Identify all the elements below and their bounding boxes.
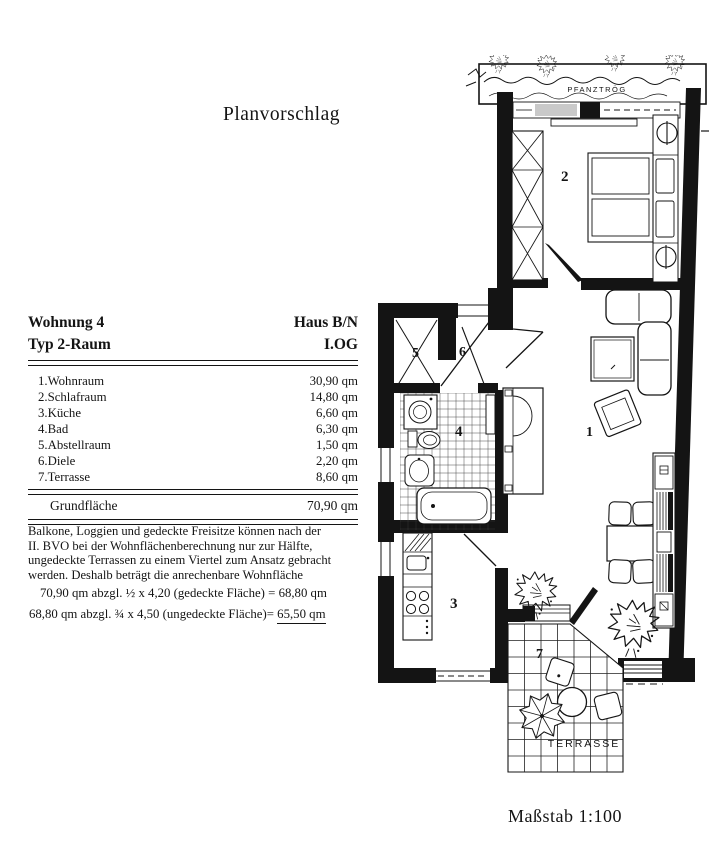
terrace — [508, 572, 623, 772]
sideboard — [653, 453, 675, 628]
terrace-table — [558, 688, 587, 717]
hall-cupboard — [503, 388, 543, 494]
sofa — [606, 290, 671, 324]
room-label-7: 7 — [536, 647, 543, 662]
armchair — [594, 389, 642, 437]
row-label: 7.Terrasse — [38, 470, 91, 484]
calculation-line-1 — [40, 586, 327, 601]
terrace-chair — [593, 691, 622, 720]
terrace-wall-stub — [508, 609, 525, 622]
outer-wall-left — [378, 303, 394, 683]
kitchen-sink — [407, 556, 426, 570]
calc1-result: 68,80 qm — [278, 586, 327, 600]
bathroom — [400, 393, 495, 530]
table-row — [28, 437, 358, 453]
row-label: 6.Diele — [38, 454, 76, 468]
table-header-row-2 — [28, 334, 358, 356]
bath-top-wall — [392, 383, 440, 393]
scale-label: Maßstab 1:100 — [508, 806, 622, 826]
terrace-label: TERRASSE — [547, 738, 621, 750]
room-label-3: 3 — [450, 596, 458, 612]
house-label: Haus B/N — [293, 314, 358, 331]
dining-chair — [608, 559, 631, 583]
bedroom — [512, 115, 678, 282]
storage-divider-wall — [438, 305, 456, 360]
kitchen-door-leaf — [464, 534, 496, 566]
row-value: 2,20 qm — [316, 454, 358, 468]
mattress — [592, 199, 649, 236]
row-value: 30,90 qm — [309, 374, 358, 388]
note-line: werden. Deshalb beträgt die anrechenbare Wohnfläche — [28, 568, 303, 583]
apartment-label: Wohnung 4 — [28, 314, 105, 331]
toilet-tank — [408, 431, 417, 447]
wall-stub — [488, 288, 513, 330]
bedroom-left-wall — [497, 92, 513, 288]
bath-door-leaf — [486, 395, 495, 434]
bedroom-door-leaf — [545, 243, 583, 282]
area-table — [28, 312, 358, 525]
room-label-4: 4 — [455, 424, 463, 440]
page-title: Planvorschlag — [223, 104, 340, 125]
table-row — [28, 389, 358, 405]
table-row — [28, 469, 358, 485]
table-header-row-1 — [28, 312, 358, 334]
room-label-1: 1 — [586, 425, 593, 440]
dining-chair — [609, 502, 632, 526]
row-label: 1.Wohnraum — [38, 374, 105, 388]
total-value: 70,90 qm — [306, 498, 358, 513]
header-rule — [28, 360, 358, 366]
table-row — [28, 373, 358, 389]
row-value: 6,30 qm — [316, 422, 358, 436]
kitchen-counter — [403, 533, 432, 640]
curtain-pelmet — [551, 119, 637, 126]
row-label: 2.Schlafraum — [38, 390, 107, 404]
wardrobe — [512, 131, 543, 280]
kitchen — [403, 533, 496, 640]
room-label-6: 6 — [459, 345, 466, 360]
floor-label: I.OG — [323, 336, 358, 353]
dining-table — [607, 526, 658, 561]
table-row — [28, 453, 358, 469]
total-label: Grundfläche — [50, 498, 118, 513]
row-value: 6,60 qm — [316, 406, 358, 420]
note-line: Balkone, Loggien und gedeckte Freisitze können nach der — [28, 524, 322, 538]
row-label: 5.Abstellraum — [38, 438, 111, 452]
row-label: 3.Küche — [38, 406, 81, 420]
kitchen-right-wall — [495, 568, 508, 683]
row-value: 14,80 qm — [309, 390, 358, 404]
total-row — [28, 495, 358, 515]
note-line: ungedeckte Terrassen zu einem Viertel zum Ansatz gebracht — [28, 553, 332, 568]
row-label: 4.Bad — [38, 422, 69, 436]
row-value: 1,50 qm — [316, 438, 358, 452]
regulation-note — [28, 524, 368, 583]
mattress — [592, 158, 649, 194]
pillow — [656, 201, 674, 237]
living-room — [503, 290, 675, 628]
dining-chair — [632, 559, 655, 583]
sofa — [638, 322, 671, 395]
terrace-door-leaf — [569, 587, 598, 625]
table-rows — [28, 373, 358, 485]
floor-plan — [375, 55, 710, 795]
calc1-text: 70,90 qm abzgl. ½ x 4,20 (gedeckte Fläche) = — [40, 586, 279, 600]
room-label-2: 2 — [561, 169, 569, 185]
type-label: Typ 2-Raum — [28, 336, 111, 353]
planter-label: PFANZTRÖG — [567, 85, 627, 94]
calculation-line-2 — [29, 607, 326, 622]
note-line: II. BVO bei der Wohnflächenberechnung nur zur Hälfte, — [28, 538, 313, 553]
plant-icon — [608, 600, 659, 658]
calc2-result: 65,50 qm — [277, 607, 325, 624]
pillow — [656, 159, 674, 193]
table-row — [28, 421, 358, 437]
dining-chair — [633, 502, 656, 526]
hall-door-swing — [506, 332, 543, 368]
calc2-text: 68,80 qm abzgl. ¾ x 4,50 (ungedeckte Fläche)= — [29, 607, 278, 621]
table-row — [28, 405, 358, 421]
room-label-5: 5 — [412, 346, 419, 361]
hall-door-leaf — [513, 329, 543, 332]
row-value: 8,60 qm — [316, 470, 358, 484]
